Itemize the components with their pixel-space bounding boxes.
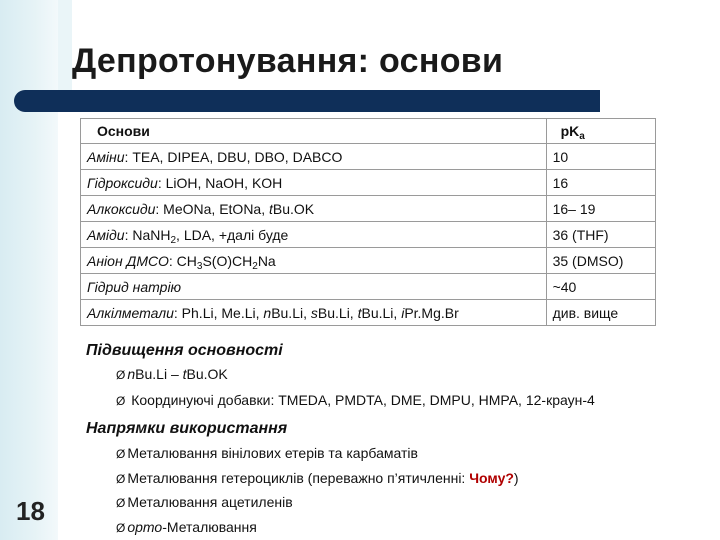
header-bases: Основи: [81, 119, 547, 144]
title-rule: [14, 90, 600, 112]
table-header-row: [81, 119, 656, 144]
section-heading-usage: Напрямки використання: [86, 420, 288, 437]
row-pka: 10: [546, 144, 655, 170]
left-decor-bar: [0, 0, 58, 540]
table-row: [81, 274, 656, 300]
row-pka: див. вище: [546, 300, 655, 326]
row-name: Аміди: NaNH$_2$, LDA, +далі буде: [81, 222, 547, 248]
bullet-item: Ø орто-Металювання: [116, 519, 257, 535]
row-pka: ~40: [546, 274, 655, 300]
slide-number: 18: [16, 496, 45, 526]
arrow-bullet-icon: Ø: [116, 394, 126, 408]
row-name: Гідроксиди: LiOH, NaOH, KOH: [81, 170, 547, 196]
row-name: Аніон ДМСО: $CH_3S(O)CH_2Na$: [81, 248, 547, 274]
table-row: [81, 196, 656, 222]
bullet-item: Ø Металювання ацетиленів: [116, 494, 293, 510]
row-pka: 16: [546, 170, 655, 196]
arrow-bullet-icon: Ø: [116, 368, 126, 382]
arrow-bullet-icon: Ø: [116, 447, 126, 461]
table-row: [81, 248, 656, 274]
table-row: [81, 300, 656, 326]
row-name: Аміни: TEA, DIPEA, DBU, DBO, DABCO: [81, 144, 547, 170]
table-row: [81, 170, 656, 196]
row-pka: 16– 19: [546, 196, 655, 222]
arrow-bullet-icon: Ø: [116, 521, 126, 535]
slide-title: Депротонування: основи: [72, 42, 504, 80]
bullet-item: Ø Металювання вінілових етерів та карбаматів: [116, 445, 418, 461]
section-heading-basicity: Підвищення основності: [86, 342, 283, 359]
row-name: Алкілметали: Ph.Li, Me.Li, nBu.Li, sBu.Li, tBu.Li, iPr.Mg.Br: [81, 300, 547, 326]
table-row: [81, 222, 656, 248]
bullet-item: Ø Координуючі добавки: TMEDA, PMDTA, DME, DMPU, HMPA, 12-краун-4: [116, 392, 595, 408]
table-row: [81, 144, 656, 170]
bullet-item: Ø nBu.Li – tBu.OK: [116, 366, 228, 382]
arrow-bullet-icon: Ø: [116, 496, 126, 510]
row-name: Гідрид натрію: [81, 274, 547, 300]
row-pka: 36 (THF): [546, 222, 655, 248]
why-highlight: Чому?: [469, 470, 514, 486]
row-name: Алкоксиди: MeONa, EtONa, tBu.OK: [81, 196, 547, 222]
header-pka: $pK_a$: [546, 119, 655, 144]
arrow-bullet-icon: Ø: [116, 472, 126, 486]
bullet-item: Ø Металювання гетероциклів (переважно п’ятичленні: Чому?): [116, 470, 519, 486]
row-pka: 35 (DMSO): [546, 248, 655, 274]
bases-table: [80, 118, 656, 326]
